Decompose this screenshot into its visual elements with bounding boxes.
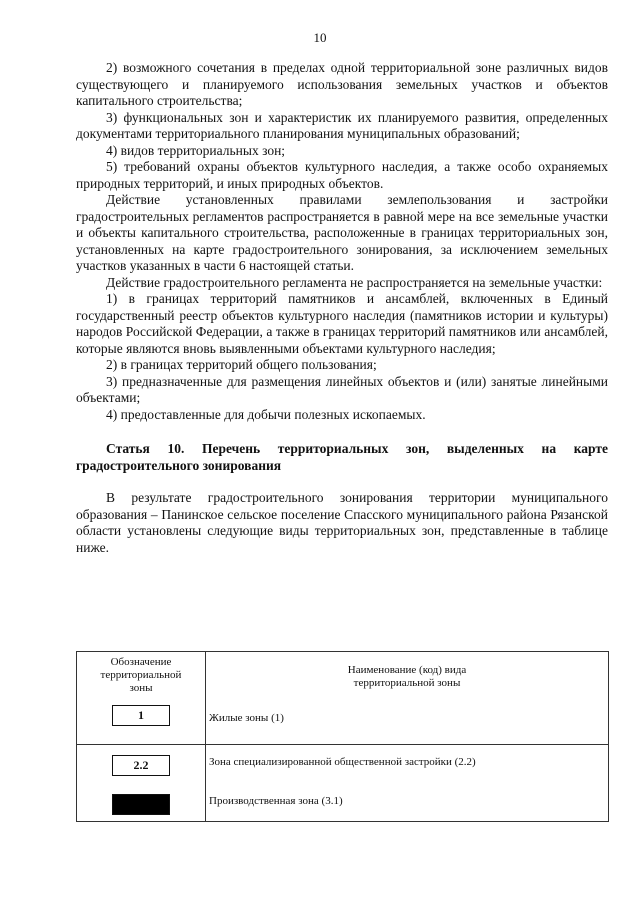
- document-body: [76, 60, 608, 556]
- header-symbol: [77, 652, 206, 745]
- header-name-text: Наименование (код) вида территориальной зоны: [347, 664, 467, 689]
- paragraph: 4) видов территориальных зон;: [106, 142, 286, 158]
- zones-table: [76, 651, 609, 822]
- paragraph: Действие градостроительного регламента не распространяется на земельные участки:: [106, 274, 603, 290]
- zone-name: Производственная зона (3.1): [209, 795, 343, 807]
- paragraph: 5) требований охраны объектов культурного наследия, а также особо охраняемых природных территорий, и иных природных объектов.: [76, 159, 608, 191]
- table-header-row: [77, 652, 609, 745]
- article-title: Статья 10. Перечень территориальных зон, выделенных на карте градостроительного зонирования: [76, 441, 608, 473]
- paragraph: 3) функциональных зон и характеристик их планируемого развития, определенных документами территориального планирования муниципальных образований;: [76, 109, 608, 141]
- header-zone-name: [206, 652, 609, 745]
- page-number: 10: [313, 30, 327, 45]
- paragraph: 4) предоставленные для добычи полезных ископаемых.: [106, 406, 426, 422]
- paragraph: 3) предназначенные для размещения линейных объектов и (или) занятые линейными объектами;: [76, 373, 608, 405]
- zone-name: Зона специализированной общественной застройки (2.2): [209, 756, 476, 768]
- header-symbol-text: Обозначение территориальной зоны: [100, 656, 182, 694]
- zone-name: Жилые зоны (1): [209, 712, 284, 724]
- zone-symbol: 2.2: [112, 755, 170, 776]
- zone-symbol-filled: [112, 794, 170, 815]
- paragraph: Действие установленных правилами землепользования и застройки градостроительных регламентов распространяется в равной мере на все земельные участки и объекты капитального строительства, расположенные в границах территориальных зон, установленных на карте градостроительного зонирования, за исключением земельных участков указанных в части 6 настоящей статьи.: [76, 192, 608, 273]
- zone-symbol: 1: [112, 705, 170, 726]
- paragraph: 2) возможного сочетания в пределах одной территориальной зоне различных видов существующего и планируемого использования земельных участков и объектов капитального строительства;: [76, 60, 608, 108]
- paragraph: 1) в границах территорий памятников и ансамблей, включенных в Единый государственный реестр объектов культурного наследия (памятников истории и культуры) народов Российской Федерации, а также в границах территорий памятников или ансамблей, которые являются вновь выявленными объектами культурного наследия;: [76, 291, 608, 356]
- article-intro: В результате градостроительного зонирования территории муниципального образования – Панинское сельское поселение Спасского муниципального района Рязанской области установлены следующие виды территориальных зон, представленные в таблице ниже.: [76, 490, 608, 555]
- table-row: [77, 745, 609, 822]
- paragraph: 2) в границах территорий общего пользования;: [106, 357, 377, 372]
